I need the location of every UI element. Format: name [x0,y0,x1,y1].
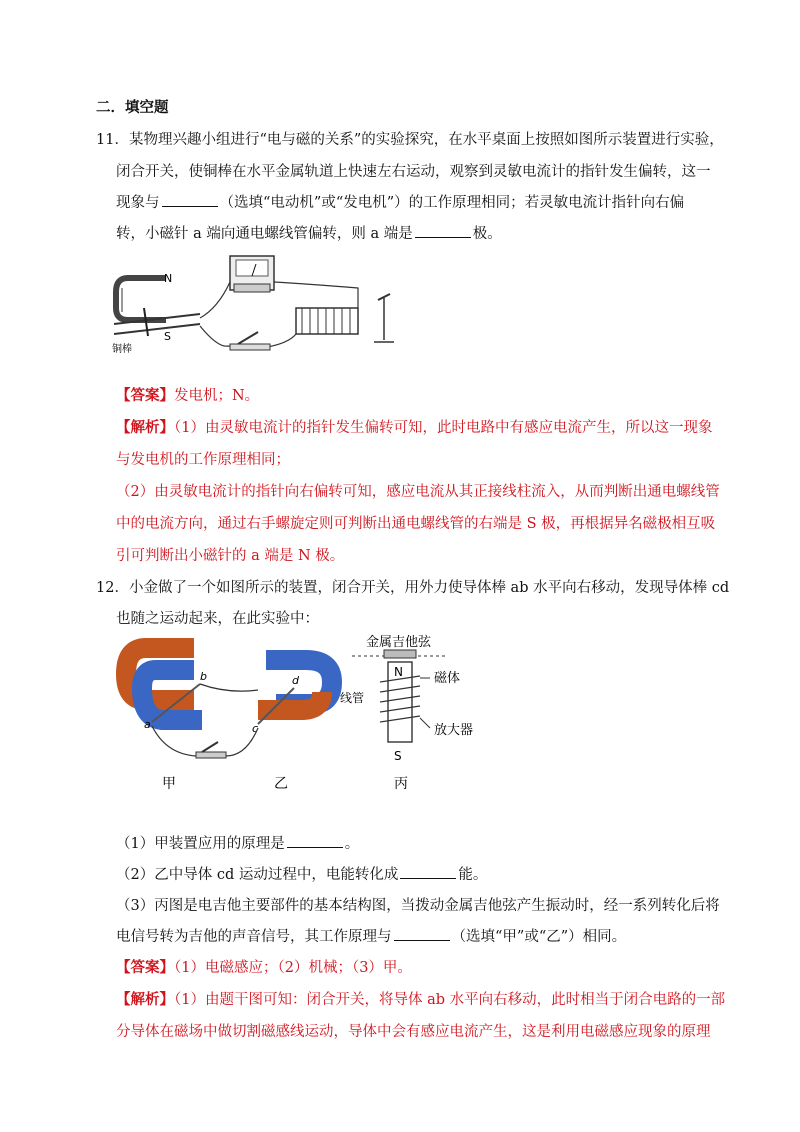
answer-text: （1）电磁感应；（2）机械；（3）甲。 [174,960,412,976]
analysis-text: （1）由题干图可知：闭合开关，将导体 ab 水平向右移动，此时相当于闭合电路的一部 [174,992,726,1008]
label-a: a [144,718,151,731]
label-rod: 铜棒 [112,344,132,355]
label-coil: 线管 [340,691,365,705]
q12-text: （选填“甲”或“乙”）相同。 [451,929,627,945]
q12-line1: 12．小金做了一个如图所示的装置，闭合开关，用外力使导体棒 ab 水平向右移动，发现导体棒 cd [96,580,730,596]
analysis-text: （1）由灵敏电流计的指针发生偏转可知，此时电路中有感应电流产生，所以这一现象 [174,420,713,436]
q11-text: 极。 [472,226,502,242]
q12-sub3-line1: （3）丙图是电吉他主要部件的基本结构图，当拨动金属吉他弦产生振动时，经一系列转化后将 [116,898,720,914]
q11-analysis-line1 [116,416,712,437]
analysis-tag: 【解析】 [116,991,174,1008]
section-title: 二．填空题 [96,99,169,116]
q12-text: 。 [344,836,360,852]
analysis-tag: 【解析】 [116,419,174,436]
label-s-string: S [394,749,402,763]
q12-text: （2）乙中导体 cd 运动过程中，电能转化成 [116,867,399,883]
q12-blank-3 [394,928,450,941]
q11-answer [116,384,259,405]
q12-line2: 也随之运动起来，在此实验中： [116,611,319,627]
q11-text: 转，小磁针 a 端向通电螺线管偏转，则 a 端是 [116,226,413,242]
q12-figure [116,630,516,800]
q11-analysis-line4: 中的电流方向，通过右手螺旋定则可判断出通电螺线管的右端是 S 极，再根据异名磁极相互吸 [116,516,716,532]
answer-tag: 【答案】 [116,959,174,976]
label-s: S [164,330,171,343]
label-b: b [200,670,207,683]
q12-text: 电信号转为吉他的声音信号，其工作原理与 [116,929,392,945]
q11-text: （选填“电动机”或“发电机”）的工作原理相同；若灵敏电流计指针向右偏 [219,195,685,211]
q11-analysis-line2: 与发电机的工作原理相同； [116,452,290,468]
q12-sub1 [116,832,359,853]
q11-blank-2 [415,225,471,238]
label-n-string: N [394,665,403,679]
caption-jia: 甲 [162,776,176,792]
label-c: c [252,722,259,735]
q12-analysis-line2: 分导体在磁场中做切割磁感线运动，导体中会有感应电流产生，这是利用电磁感应现象的原理 [116,1024,711,1040]
label-string: 金属吉他弦 [366,635,432,650]
q12-text: 能。 [458,867,488,883]
q12-blank-1 [287,835,343,848]
q12-answer [116,956,412,977]
label-magnet: 磁体 [434,671,461,686]
q11-analysis-line3: （2）由灵敏电流计的指针向右偏转可知，感应电流从其正接线柱流入，从而判断出通电螺线管 [116,484,720,500]
q11-line1: 11．某物理兴趣小组进行“电与磁的关系”的实验探究，在水平桌面上按照如图所示装置进行实验， [96,132,724,148]
q11-analysis-line5: 引可判断出小磁针的 a 端是 N 极。 [116,548,345,564]
caption-bing: 丙 [394,776,408,792]
label-d: d [292,674,299,687]
q12-text: （1）甲装置应用的原理是 [116,836,285,852]
answer-text: 发电机；N。 [174,388,260,404]
answer-tag: 【答案】 [116,387,174,404]
q11-blank-1 [162,194,218,207]
label-amp: 放大器 [434,723,474,738]
q11-figure [108,248,398,360]
q11-text: 现象与 [116,195,160,211]
q12-analysis-line1 [116,988,725,1009]
q12-sub2 [116,863,487,884]
q12-sub3-line2 [116,925,626,946]
q11-line3 [116,191,684,212]
label-n: N [164,272,173,285]
caption-yi: 乙 [274,776,288,792]
q11-line4 [116,222,502,243]
q12-blank-2 [400,866,456,879]
q11-line2: 闭合开关，使铜棒在水平金属轨道上快速左右运动，观察到灵敏电流计的指针发生偏转，这一 [116,164,711,180]
